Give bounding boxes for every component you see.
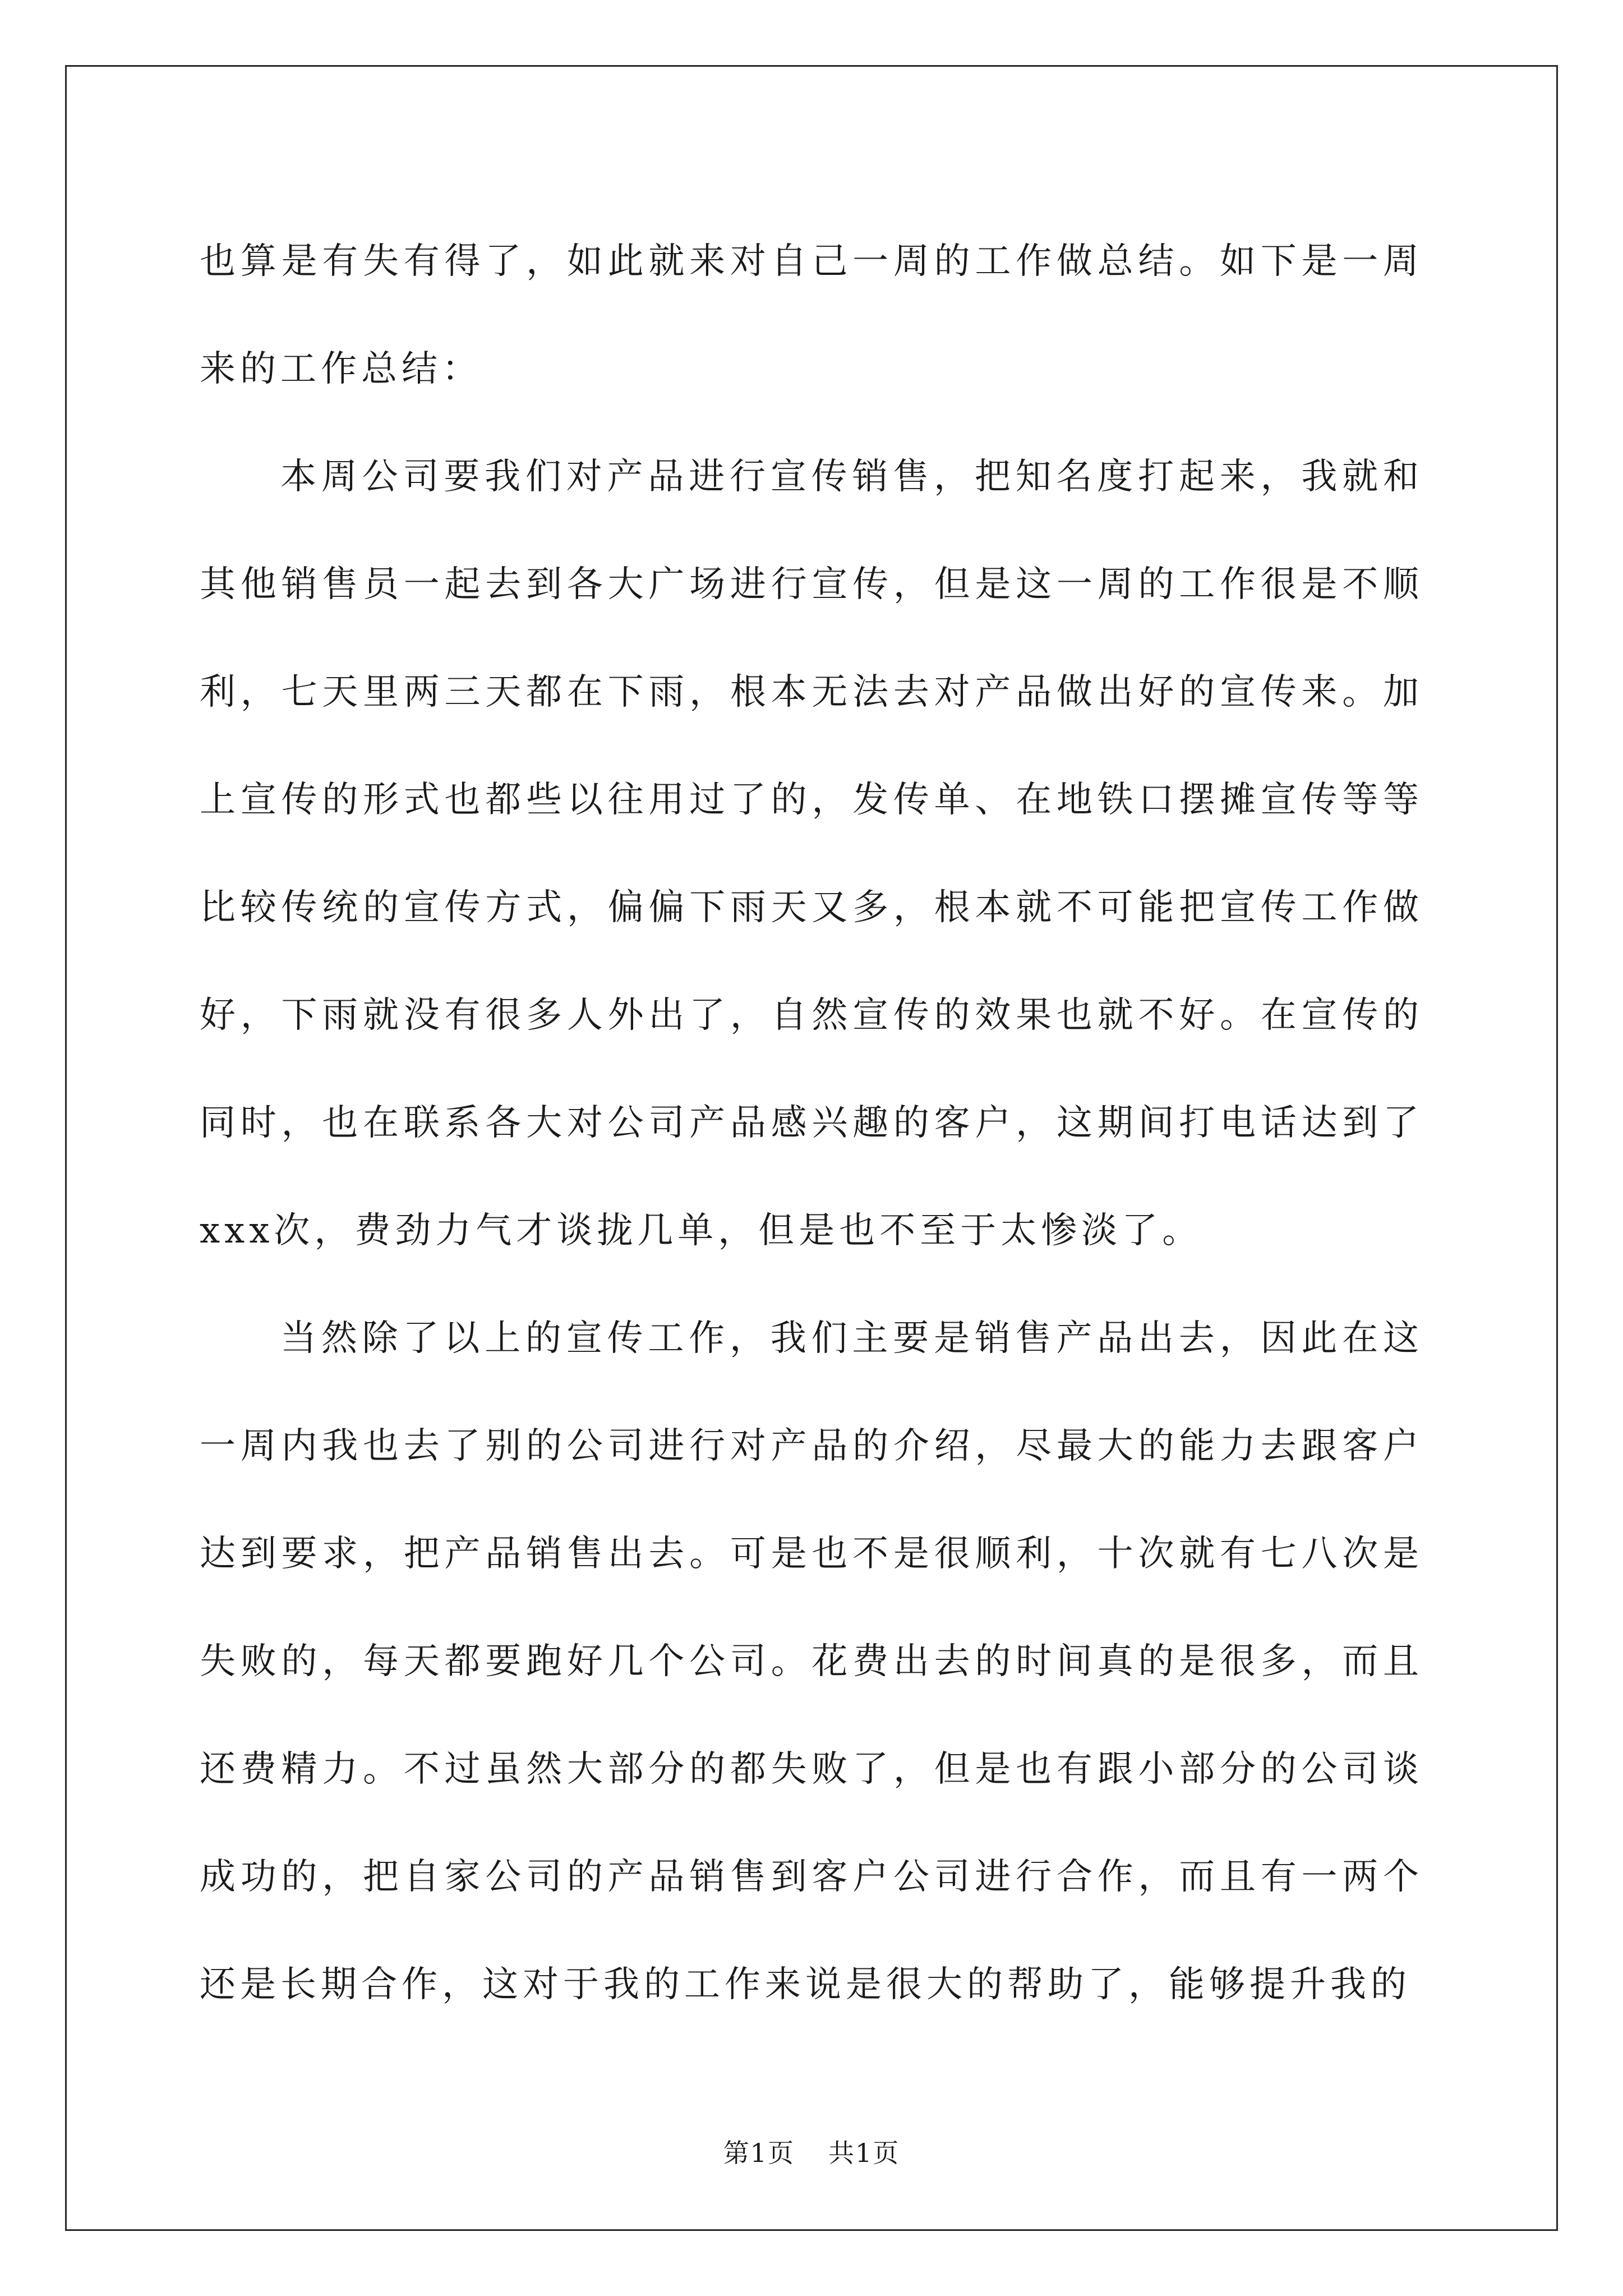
paragraph-2: 本周公司要我们对产品进行宣传销售，把知名度打起来，我就和其他销售员一起去到各大广场进行宣传，但是这一周的工作很是不顺利，七天里两三天都在下雨，根本无法去对产品做出好的宣传来。加上宣传的形式也都些以往用过了的，发传单、在地铁口摆摊宣传等等比较传统的宣传方式，偏偏下雨天又多，根本就不可能把宣传工作做好，下雨就没有很多人外出了，自然宣传的效果也就不好。在宣传的同时，也在联系各大对公司产品感兴趣的客户，这期间打电话达到了xxx次，费劲力气才谈拢几单，但是也不至于太惨淡了。	[200, 456, 1423, 1251]
page-footer	[0, 2136, 1623, 2170]
paragraph-1: 也算是有失有得了，如此就来对自己一周的工作做总结。如下是一周来的工作总结：	[200, 241, 1423, 390]
paragraph-3: 当然除了以上的宣传工作，我们主要是销售产品出去，因此在这一周内我也去了别的公司进行对产品的介绍，尽最大的能力去跟客户达到要求，把产品销售出去。可是也不是很顺利，十次就有七八次是失败的，每天都要跑好几个公司。花费出去的时间真的是很多，而且还费精力。不过虽然大部分的都失败了，但是也有跟小部分的公司谈成功的，把自家公司的产品销售到客户公司进行合作，而且有一两个还是长期合作，这对于我的工作来说是很大的帮助了，能够提升我的	[200, 1318, 1423, 2005]
page-number-current: 第1页	[723, 2138, 795, 2168]
page-number-total: 共1页	[828, 2138, 900, 2168]
document-body	[200, 208, 1423, 2039]
